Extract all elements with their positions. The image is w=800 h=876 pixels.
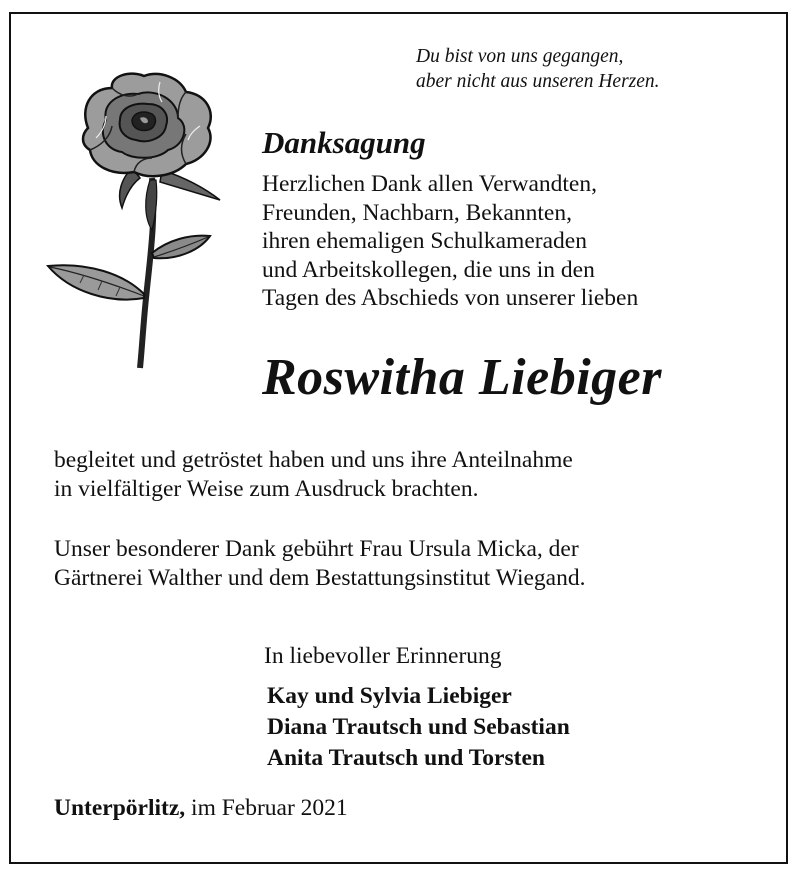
motto xyxy=(416,44,660,94)
intro-text xyxy=(262,170,638,313)
rose-icon xyxy=(40,68,240,373)
paragraph-line: Gärtnerei Walther und dem Bestattungsinstitut Wiegand. xyxy=(54,564,586,591)
paragraph-line: begleitet und getröstet haben und uns ihre Anteilnahme xyxy=(54,447,573,473)
family-signatures xyxy=(267,681,570,774)
paragraph-line: in vielfältiger Weise zum Ausdruck brachten. xyxy=(54,475,479,502)
motto-line-2: aber nicht aus unseren Herzen. xyxy=(416,71,660,92)
memory-line: In liebevoller Erinnerung xyxy=(264,643,502,669)
place-date xyxy=(54,795,348,822)
intro-line: Herzlichen Dank allen Verwandten, xyxy=(262,171,597,197)
paragraph-1 xyxy=(54,446,573,503)
deceased-name: Roswitha Liebiger xyxy=(262,349,662,406)
paragraph-line: Unser besonderer Dank gebührt Frau Ursula Micka, der xyxy=(54,536,579,562)
place: Unterpörlitz, xyxy=(54,795,186,821)
motto-line-1: Du bist von uns gegangen, xyxy=(416,46,624,67)
family-member: Anita Trautsch und Torsten xyxy=(267,745,545,771)
intro-line: und Arbeitskollegen, die uns in den xyxy=(262,256,595,283)
date: im Februar 2021 xyxy=(191,795,348,821)
intro-line: Freunden, Nachbarn, Bekannten, xyxy=(262,199,572,226)
intro-line: ihren ehemaligen Schulkameraden xyxy=(262,228,587,254)
family-member: Diana Trautsch und Sebastian xyxy=(267,714,570,740)
intro-line: Tagen des Abschieds von unserer lieben xyxy=(262,285,639,311)
family-member: Kay und Sylvia Liebiger xyxy=(267,683,512,709)
paragraph-2 xyxy=(54,535,585,592)
heading: Danksagung xyxy=(262,125,426,160)
